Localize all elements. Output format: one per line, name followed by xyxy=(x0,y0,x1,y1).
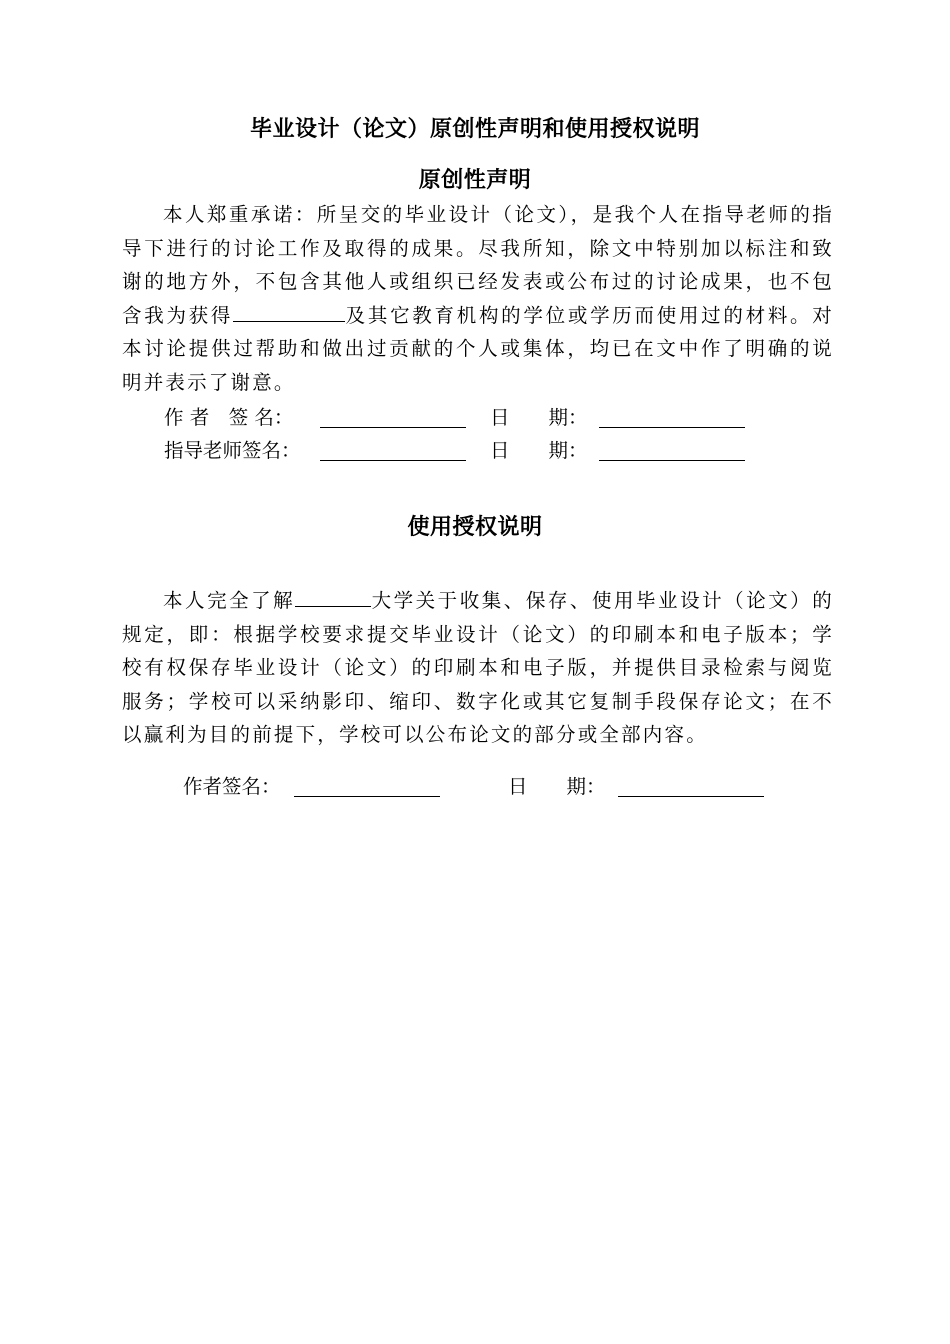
advisor-signature-label: 指导老师签名： xyxy=(164,439,301,462)
university-blank[interactable] xyxy=(295,585,371,607)
authorization-text-part2: 大学关于收集、保存、使用毕业设计（论文）的规定，即：根据学校要求提交毕业设计（论文）的印刷本和电子版本；学校有权保存毕业设计（论文）的印刷本和电子版，并提供目录检索与阅览服务；学校可以采纳影印、缩印、数字化或其它复制手段保存论文；在不以赢利为目的前提下，学校可以公布论文的部分或全部内容。 xyxy=(122,589,835,747)
authorization-paragraph xyxy=(122,584,834,752)
authorization-signature-label: 作者签名： xyxy=(183,775,281,798)
originality-text-part2: 及其它教育机构的学位或学历而使用过的材料。对本讨论提供过帮助和做出过贡献的个人或集体，均已在文中作了明确的说明并表示了谢意。 xyxy=(122,303,834,394)
advisor-signature-line[interactable] xyxy=(320,460,466,461)
authorization-date-label: 日 期： xyxy=(508,775,606,798)
authorization-date-line[interactable] xyxy=(618,796,764,797)
authorization-text-part1: 本人完全了解 xyxy=(163,589,296,612)
authorization-signature-line[interactable] xyxy=(294,796,440,797)
authorization-title: 使用授权说明 xyxy=(407,515,543,540)
advisor-date-line[interactable] xyxy=(599,460,745,461)
originality-title: 原创性声明 xyxy=(418,168,532,193)
author-signature-label: 作 者 签 名： xyxy=(164,406,294,429)
author-date-line[interactable] xyxy=(599,427,745,428)
advisor-date-label: 日 期： xyxy=(490,439,588,462)
originality-paragraph xyxy=(122,198,834,400)
main-title: 毕业设计（论文）原创性声明和使用授权说明 xyxy=(249,117,700,142)
originality-text-part1: 本人郑重承诺：所呈交的毕业设计（论文），是我个人在指导老师的指导下进行的讨论工作及取得的成果。尽我所知，除文中特别加以标注和致谢的地方外，不包含其他人或组织已经发表或公布过的讨论成果，也不包含我为获得 xyxy=(122,203,834,327)
author-date-label: 日 期： xyxy=(490,406,588,429)
author-signature-line[interactable] xyxy=(320,427,466,428)
degree-blank[interactable] xyxy=(233,300,345,322)
